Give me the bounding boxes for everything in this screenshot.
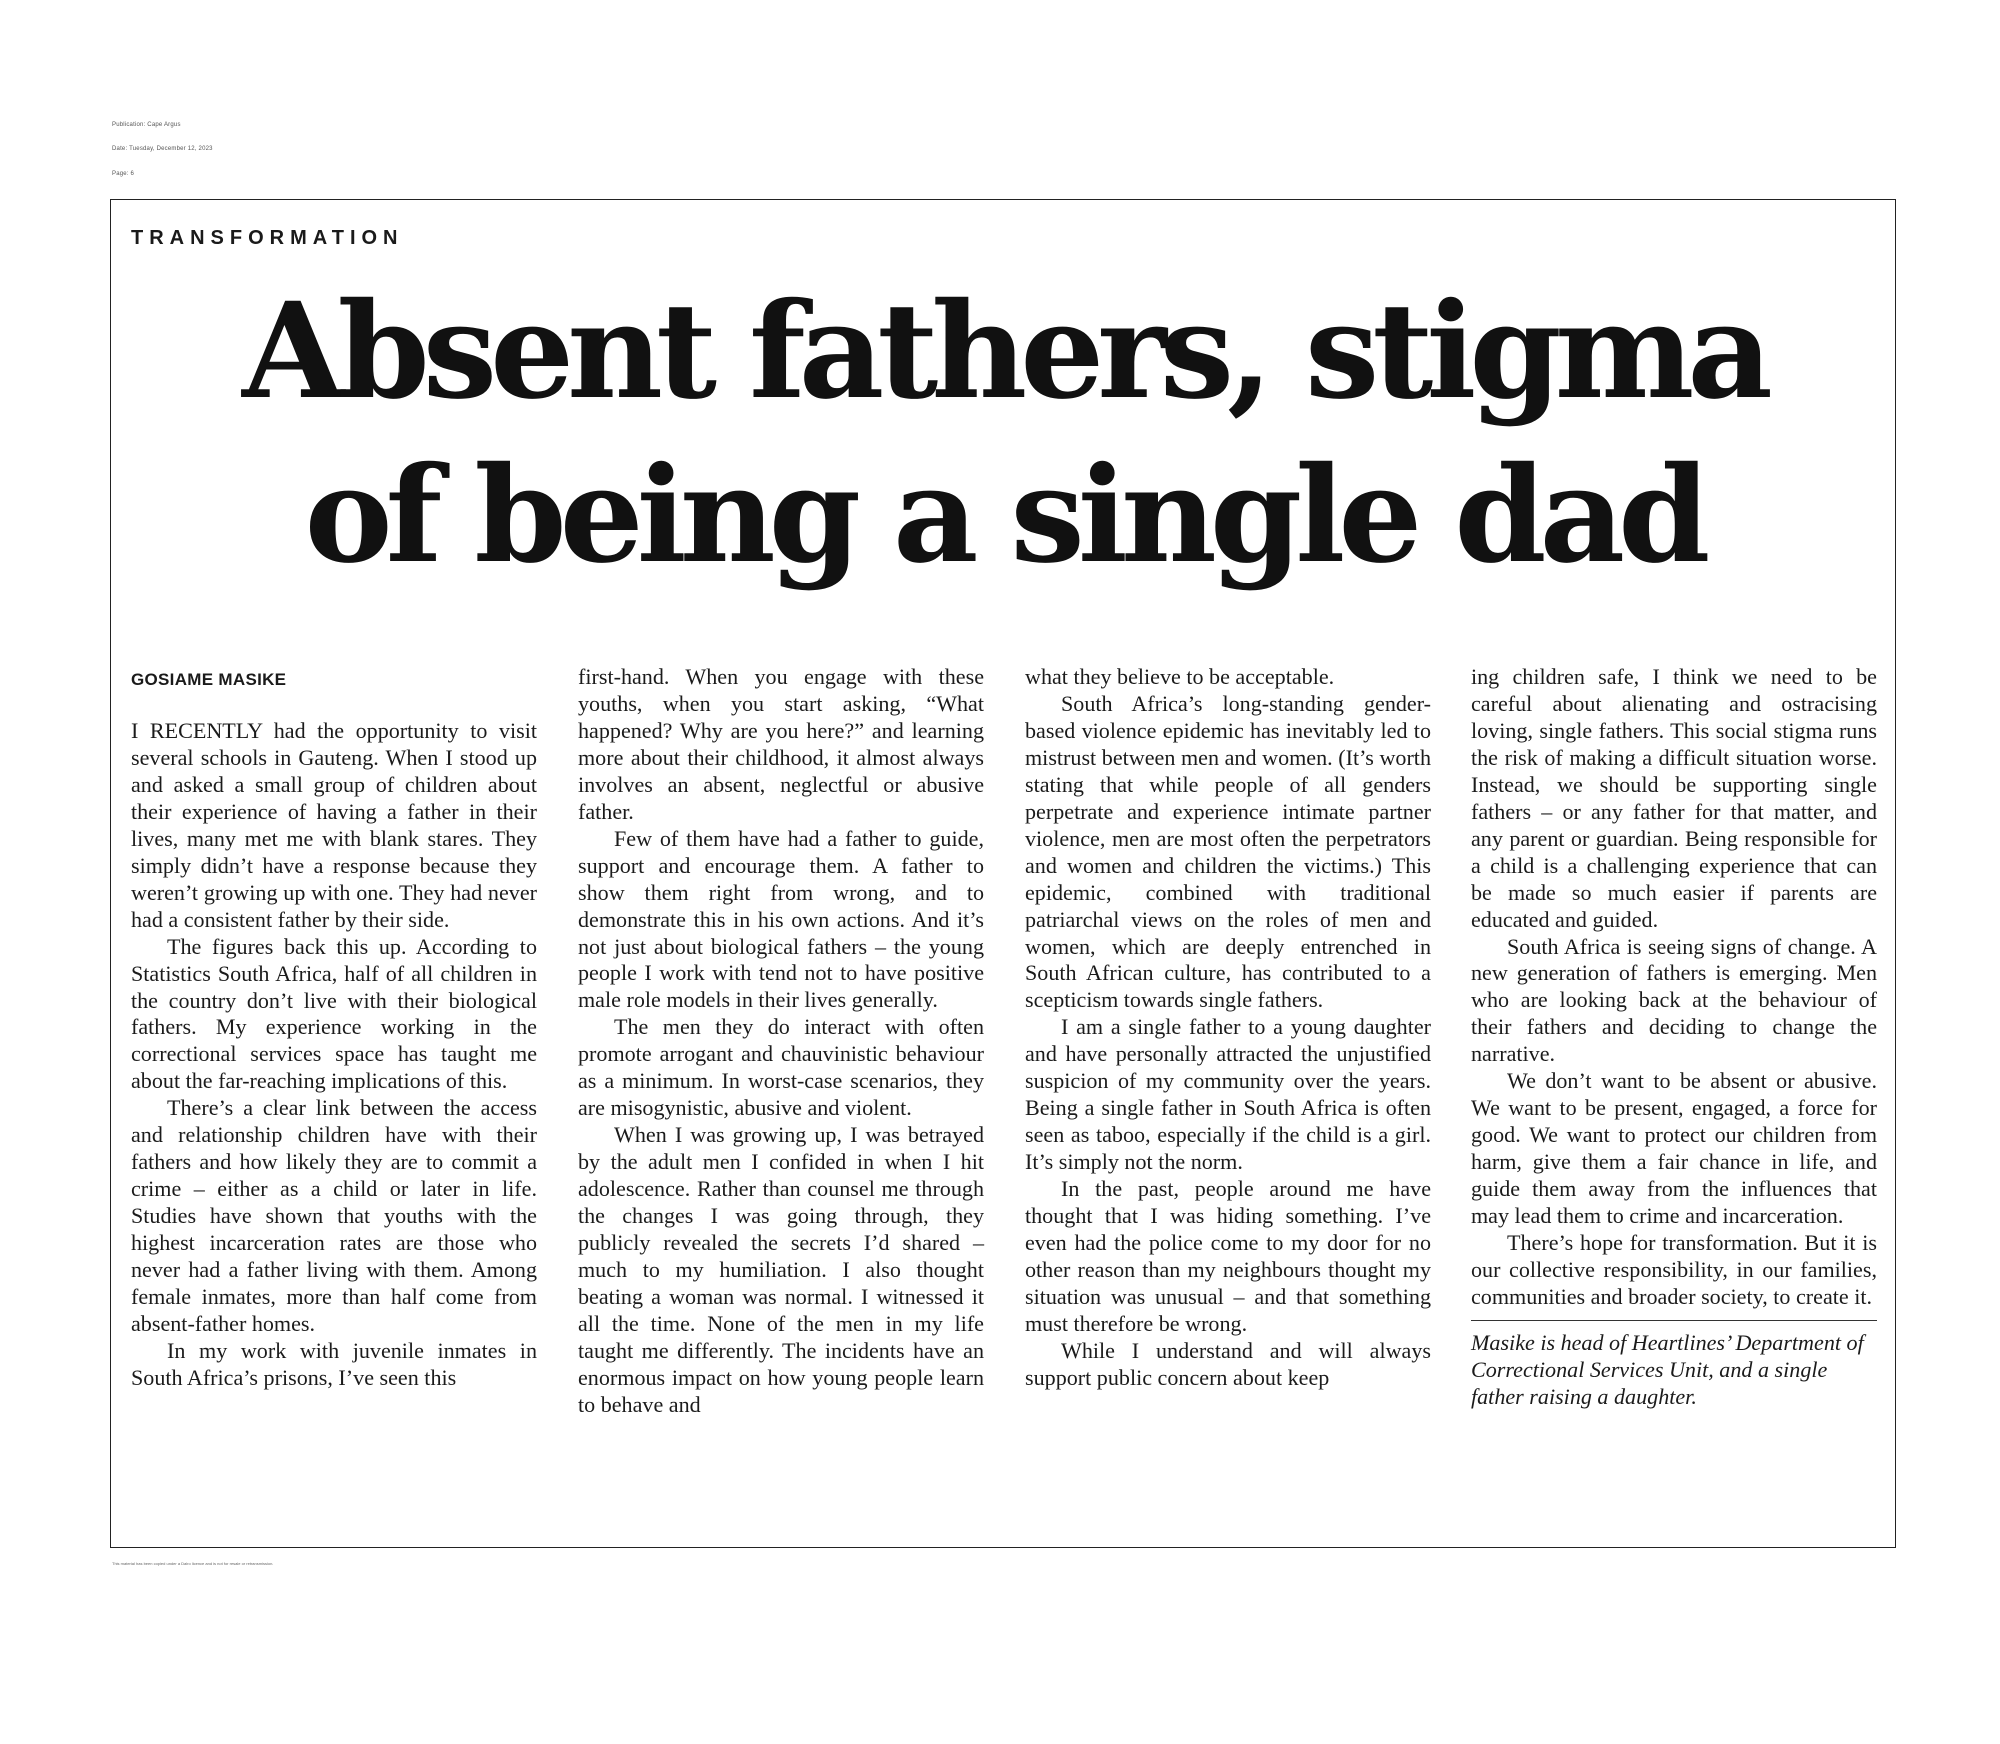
- section-kicker: TRANSFORMATION: [131, 227, 404, 249]
- copyright-note: This material has been copied under a Dalro licence and is not for resale or retransmission.: [112, 1561, 274, 1566]
- bio-divider: [1471, 1320, 1877, 1321]
- paragraph-6: The men they do interact with often promote arrogant and chauvinistic behaviour as a minimum. In worst-case scenarios, they are misogynistic, abusive and violent.: [578, 1014, 984, 1121]
- paragraph-13: We don’t want to be absent or abusive. We want to be present, engaged, a force for good. We want to protect our children from harm, give them a fair chance in life, and guide them away from the influences that may lead them to crime and incarceration.: [1471, 1068, 1877, 1229]
- paragraph-1: I RECENTLY had the opportunity to visit several schools in Gauteng. When I stood up and asked a small group of children about their experience of having a father in their lives, many met me with blank stares. They simply didn’t have a response because they weren’t growing up with one. They had never had a consistent father by their side.: [131, 718, 537, 932]
- article-column-4: [1471, 664, 1877, 1410]
- paragraph-8: South Africa’s long-standing gender-based violence epidemic has inevitably led to mistrust between men and women. (It’s worth stating that while people of all genders perpetrate and experience intimate partner violence, men are most often the perpetrators and women and children the victims.) This epidemic, combined with traditional patriarchal views on the roles of men and women, which are deeply entrenched in South African culture, has contributed to a scepticism towards single fathers.: [1025, 690, 1431, 1013]
- paragraph-14: There’s hope for transformation. But it is our collective responsibility, in our families, communities and broader society, to create it.: [1471, 1230, 1877, 1309]
- publication-label: Publication: Cape Argus: [112, 122, 181, 128]
- headline-line-1: Absent fathers, stigma: [242, 274, 1766, 429]
- paragraph-2: The figures back this up. According to Statistics South Africa, half of all children in the country don’t live with their biological fathers. My experience working in the correctional services space has taught me about the far-reaching implications of this.: [131, 933, 537, 1094]
- paragraph-4-start: In my work with juvenile inmates in South Africa’s prisons, I’ve seen this: [131, 1337, 537, 1390]
- paragraph-11-cont: ing children safe, I think we need to be careful about alienating and ostracising loving, single fathers. This social stigma runs the risk of making a difficult situation worse. Instead, we should be supporting single fathers – or any father for that matter, and any parent or guardian. Being responsible for a child is a challenging experience that can be made so much easier if parents are educated and guided.: [1471, 664, 1877, 932]
- byline: GOSIAME MASIKE: [131, 670, 287, 689]
- paragraph-11-start: While I understand and will always support public concern about keep: [1025, 1337, 1431, 1390]
- paragraph-4-cont: first-hand. When you engage with these youths, when you start asking, “What happened? Why are you here?” and learning more about their childhood, it almost always involves an absent, neglectful or abusive father.: [578, 664, 984, 824]
- author-bio: Masike is head of Heartlines’ Department of Correctional Services Unit, and a single father raising a daughter.: [1471, 1329, 1864, 1409]
- headline: [111, 270, 1897, 598]
- headline-line-2: of being a single dad: [304, 438, 1704, 593]
- paragraph-3: There’s a clear link between the access and relationship children have with their fathers and how likely they are to commit a crime – either as a child or later in life. Studies have shown that youths with the highest incarceration rates are those who never had a father living with them. Among female inmates, more than half come from absent-father homes.: [131, 1095, 537, 1336]
- paragraph-7-start: When I was growing up, I was betrayed by the adult men I confided in when I hit adolescence. Rather than counsel me through the changes I was going through, they publicly revealed the secrets I’d shared – much to my humiliation. I also thought beating a woman was normal. I witnessed it all the time. None of the men in my life taught me differently. The incidents have an enormous impact on how young people learn to behave and: [578, 1122, 984, 1417]
- paragraph-5: Few of them have had a father to guide, support and encourage them. A father to show them right from wrong, and to demonstrate this in his own actions. And it’s not just about biological fathers – the young people I work with tend not to have positive male role models in their lives generally.: [578, 825, 984, 1013]
- paragraph-7-cont: what they believe to be acceptable.: [1025, 664, 1335, 689]
- paragraph-9: I am a single father to a young daughter and have personally attracted the unjustified suspicion of my community over the years. Being a single father in South Africa is often seen as taboo, especially if the child is a girl. It’s simply not the norm.: [1025, 1014, 1431, 1175]
- article-column-2: [578, 664, 984, 1419]
- article-column-3: [1025, 664, 1431, 1392]
- article-clipping: [110, 199, 1896, 1548]
- paragraph-12: South Africa is seeing signs of change. A new generation of fathers is emerging. Men who are looking back at the behaviour of their fathers and deciding to change the narrative.: [1471, 933, 1877, 1067]
- page-number: Page: 6: [112, 171, 135, 177]
- publication-date: Date: Tuesday, December 12, 2023: [112, 146, 213, 152]
- paragraph-10: In the past, people around me have thought that I was hiding something. I’ve even had the police come to my door for no other reason than my neighbours thought my situation was unusual – and that something must therefore be wrong.: [1025, 1176, 1431, 1336]
- article-column-1: [131, 718, 537, 1392]
